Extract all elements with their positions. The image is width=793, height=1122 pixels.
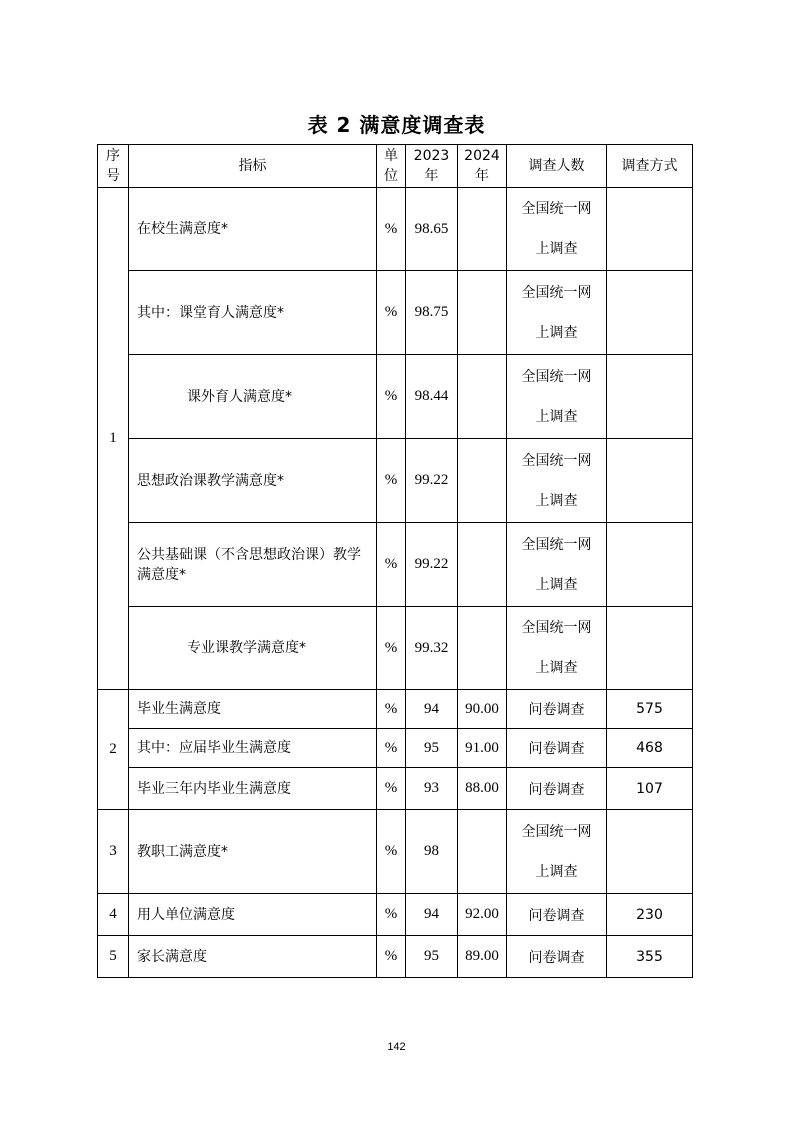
indicator-cell: 其中：应届毕业生满意度 — [129, 729, 377, 768]
table-row — [98, 271, 693, 355]
page-number: 142 — [387, 1041, 406, 1053]
value-2024-cell — [458, 271, 507, 355]
value-2024-cell: 90.00 — [458, 690, 507, 729]
count-cell: 全国统一网 上调查 — [507, 188, 607, 271]
satisfaction-table — [97, 144, 693, 978]
table-row — [98, 188, 693, 271]
method-cell — [607, 271, 693, 355]
table-row — [98, 690, 693, 729]
count-cell: 问卷调查 — [507, 894, 607, 936]
table-row — [98, 607, 693, 690]
header-count: 调查人数 — [507, 145, 607, 188]
unit-cell: % — [377, 439, 406, 523]
value-2024-cell — [458, 810, 507, 894]
seq-cell: 5 — [98, 936, 129, 978]
header-2024: 2024 年 — [458, 145, 507, 188]
unit-cell: % — [377, 729, 406, 768]
value-2023-cell: 99.22 — [406, 523, 458, 607]
table-row — [98, 936, 693, 978]
value-2023-cell: 94 — [406, 690, 458, 729]
method-cell — [607, 439, 693, 523]
unit-cell: % — [377, 523, 406, 607]
value-2024-cell: 89.00 — [458, 936, 507, 978]
value-2024-cell — [458, 439, 507, 523]
value-2023-cell: 98.44 — [406, 355, 458, 439]
table-row — [98, 523, 693, 607]
seq-cell: 4 — [98, 894, 129, 936]
value-2023-cell: 95 — [406, 729, 458, 768]
indicator-cell: 公共基础课（不含思想政治课）教学满意度* — [129, 523, 377, 607]
count-cell: 问卷调查 — [507, 690, 607, 729]
value-2024-cell — [458, 188, 507, 271]
count-cell: 全国统一网 上调查 — [507, 810, 607, 894]
method-cell: 230 — [607, 894, 693, 936]
header-indicator: 指标 — [129, 145, 377, 188]
method-cell — [607, 355, 693, 439]
table-row — [98, 439, 693, 523]
value-2024-cell: 91.00 — [458, 729, 507, 768]
table-row — [98, 768, 693, 810]
header-2023: 2023 年 — [406, 145, 458, 188]
indicator-cell: 毕业三年内毕业生满意度 — [129, 768, 377, 810]
indicator-cell: 其中：课堂育人满意度* — [129, 271, 377, 355]
count-cell: 问卷调查 — [507, 936, 607, 978]
value-2023-cell: 98 — [406, 810, 458, 894]
value-2023-cell: 95 — [406, 936, 458, 978]
unit-cell: % — [377, 188, 406, 271]
table-row — [98, 894, 693, 936]
table-row — [98, 729, 693, 768]
count-cell: 全国统一网 上调查 — [507, 439, 607, 523]
indicator-cell: 在校生满意度* — [129, 188, 377, 271]
value-2024-cell — [458, 523, 507, 607]
count-cell: 全国统一网 上调查 — [507, 607, 607, 690]
seq-cell: 1 — [98, 188, 129, 690]
value-2023-cell: 98.65 — [406, 188, 458, 271]
indicator-cell: 教职工满意度* — [129, 810, 377, 894]
method-cell — [607, 810, 693, 894]
seq-cell: 2 — [98, 690, 129, 810]
value-2023-cell: 93 — [406, 768, 458, 810]
indicator-cell: 课外育人满意度* — [129, 355, 377, 439]
method-cell: 107 — [607, 768, 693, 810]
indicator-cell: 家长满意度 — [129, 936, 377, 978]
value-2023-cell: 99.22 — [406, 439, 458, 523]
indicator-cell: 思想政治课教学满意度* — [129, 439, 377, 523]
unit-cell: % — [377, 936, 406, 978]
count-cell: 全国统一网 上调查 — [507, 355, 607, 439]
unit-cell: % — [377, 607, 406, 690]
method-cell — [607, 607, 693, 690]
count-cell: 问卷调查 — [507, 768, 607, 810]
value-2024-cell: 88.00 — [458, 768, 507, 810]
indicator-cell: 用人单位满意度 — [129, 894, 377, 936]
method-cell — [607, 523, 693, 607]
seq-cell: 3 — [98, 810, 129, 894]
value-2024-cell — [458, 355, 507, 439]
table-title: 表 2 满意度调查表 — [307, 113, 486, 137]
unit-cell: % — [377, 894, 406, 936]
count-cell: 全国统一网 上调查 — [507, 271, 607, 355]
count-cell: 全国统一网 上调查 — [507, 523, 607, 607]
indicator-cell: 毕业生满意度 — [129, 690, 377, 729]
unit-cell: % — [377, 355, 406, 439]
method-cell: 468 — [607, 729, 693, 768]
value-2023-cell: 98.75 — [406, 271, 458, 355]
unit-cell: % — [377, 768, 406, 810]
header-seq: 序号 — [98, 145, 129, 188]
indicator-cell: 专业课教学满意度* — [129, 607, 377, 690]
unit-cell: % — [377, 690, 406, 729]
value-2023-cell: 99.32 — [406, 607, 458, 690]
method-cell: 575 — [607, 690, 693, 729]
header-unit: 单位 — [377, 145, 406, 188]
value-2024-cell: 92.00 — [458, 894, 507, 936]
header-method: 调查方式 — [607, 145, 693, 188]
table-row — [98, 810, 693, 894]
unit-cell: % — [377, 810, 406, 894]
unit-cell: % — [377, 271, 406, 355]
header-row — [98, 145, 693, 188]
method-cell: 355 — [607, 936, 693, 978]
method-cell — [607, 188, 693, 271]
value-2024-cell — [458, 607, 507, 690]
table-row — [98, 355, 693, 439]
count-cell: 问卷调查 — [507, 729, 607, 768]
value-2023-cell: 94 — [406, 894, 458, 936]
